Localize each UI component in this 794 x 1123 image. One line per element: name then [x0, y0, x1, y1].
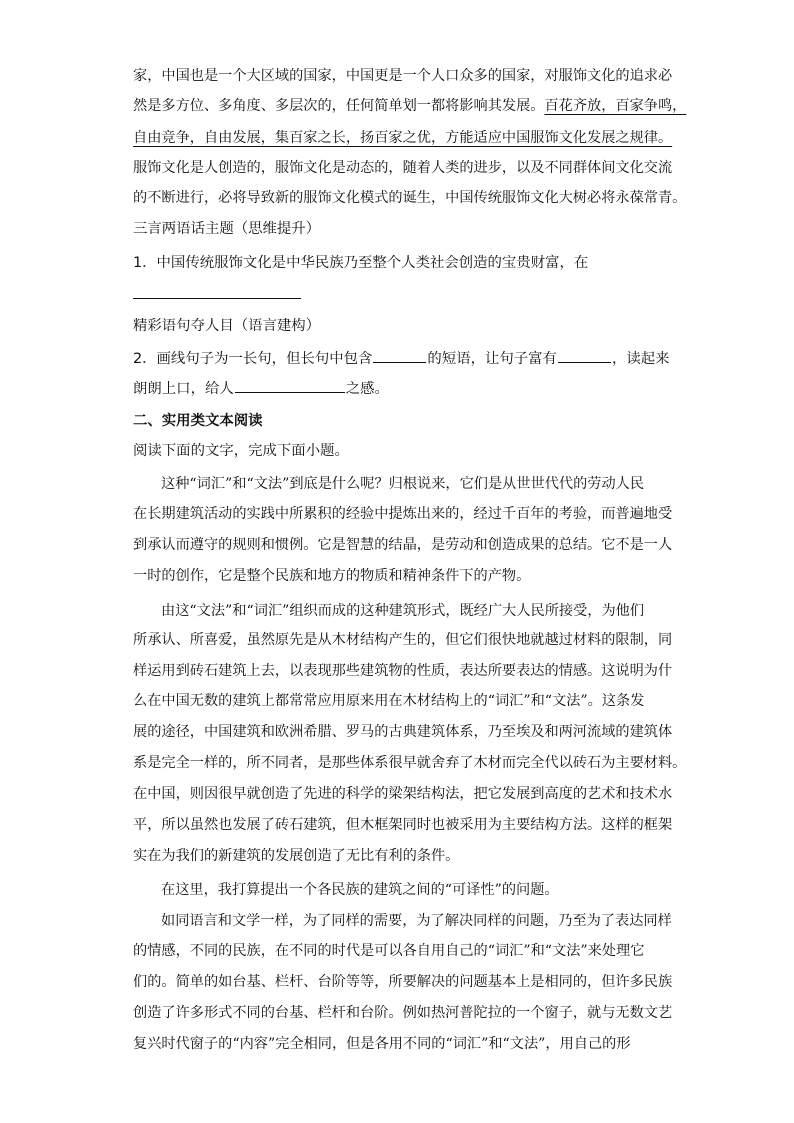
section-heading-theme: 三言两语话主题（思维提升） [133, 221, 321, 237]
question-2-text-c: ，读起来 [611, 351, 670, 367]
blank-1[interactable] [373, 346, 426, 363]
answer-line-q1[interactable] [133, 298, 301, 299]
question-2-line-2 [133, 375, 663, 403]
passage1-line-2 [133, 92, 687, 120]
passage2-p2-line-4: 么在中国无数的建筑上都常常应用原来用在木材结构上的“词汇”和“文法”。这条发 [133, 693, 645, 709]
passage2-p2-line-8: 平，所以虽然也发展了砖石建筑，但木框架同时也被采用为主要结构方法。这样的框架 [133, 817, 673, 833]
passage2-p2-line-9: 实在为我们的新建筑的发展创造了无比有利的条件。 [133, 848, 460, 864]
passage2-p1-line-4: 一时的创作，它是整个民族和地方的物质和精神条件下的产物。 [133, 568, 531, 584]
underlined-sentence-part-1: 百花齐放，百家争鸣， [544, 98, 687, 114]
passage2-p4-line-1: 如同语言和文学一样，为了同样的需要，为了解决同样的问题，乃至为了表达同样 [161, 913, 672, 929]
question-2-text-a: 2．画线句子为一长句，但长句中包含 [133, 351, 373, 367]
passage2-p4-line-5: 复兴时代窗子的“内容”完全相同，但是各用不同的“词汇”和“文法”，用自己的形 [133, 1036, 631, 1052]
blank-3[interactable] [235, 376, 345, 393]
passage2-p1-line-3: 到承认而遵守的规则和惯例。它是智慧的结晶，是劳动和创造成果的总结。它不是一人 [133, 537, 673, 553]
passage2-p4-line-2: 的情感，不同的民族，在不同的时代是可以各自用自己的“词汇”和“文法”来处理它 [133, 943, 645, 959]
reading-instruction: 阅读下面的文字，完成下面小题。 [133, 443, 349, 459]
passage2-p2-line-2: 所承认、所喜爱，虽然原先是从木材结构产生的，但它们很快地就越过材料的限制，同 [133, 632, 673, 648]
passage2-p2-line-5: 展的途径，中国建筑和欧洲希腊、罗马的古典建筑体系，乃至埃及和两河流域的建筑体 [133, 724, 673, 740]
passage2-p2-line-1: 由这“文法”和“词汇”组织而成的这种建筑形式，既经广大人民所接受，为他们 [161, 603, 645, 619]
passage2-p3: 在这里，我打算提出一个各民族的建筑之间的“可译性”的问题。 [161, 882, 559, 898]
section-heading-language: 精彩语句夺人目（语言建构） [133, 318, 321, 334]
underlined-sentence-part-2: 自由竞争，自由发展，集百家之长，扬百家之优，方能适应中国服饰文化发展之规律。 [133, 130, 673, 146]
section-heading-practical-reading: 二、实用类文本阅读 [133, 413, 263, 429]
passage1-line-2-plain: 然是多方位、多角度、多层次的，任何简单划一都将影响其发展。 [133, 98, 545, 114]
passage2-p4-line-3: 们的。简单的如台基、栏杆、台阶等等，所要解决的问题基本上是相同的，但许多民族 [133, 974, 673, 990]
passage2-p1-line-1: 这种“词汇”和“文法”到底是什么呢？归根说来，它们是从世世代代的劳动人民 [161, 476, 645, 492]
passage2-p2-line-7: 在中国，则因很早就创造了先进的科学的梁架结构法，把它发展到高度的艺术和技术水 [133, 786, 673, 802]
question-2-text-e: 之感。 [345, 381, 389, 397]
passage2-p2-line-3: 样运用到砖石建筑上去，以表现那些建筑物的性质，表达所要表达的情感。这说明为什 [133, 663, 673, 679]
question-2-text-d: 朗朗上口，给人 [133, 381, 234, 397]
blank-2[interactable] [558, 346, 611, 363]
passage2-p1-line-2: 在长期建筑活动的实践中所累积的经验中提炼出来的，经过千百年的考验，而普遍地受 [133, 506, 673, 522]
question-2-text-b: 的短语，让句子富有 [427, 351, 557, 367]
passage1-line-4: 服饰文化是人创造的，服饰文化是动态的，随着人类的进步，以及不同群体间文化交流 [133, 160, 673, 176]
passage1-line-3 [133, 124, 673, 152]
question-1: 1．中国传统服饰文化是中华民族乃至整个人类社会创造的宝贵财富，在 [133, 255, 589, 271]
passage1-line-1: 家，中国也是一个大区域的国家，中国更是一个人口众多的国家，对服饰文化的追求必 [133, 68, 673, 84]
passage2-p2-line-6: 系是完全一样的，所不同者，是那些体系很早就舍弃了木材而完全代以砖石为主要材料。 [133, 755, 687, 771]
passage2-p4-line-4: 创造了许多形式不同的台基、栏杆和台阶。例如热河普陀拉的一个窗子，就与无数文艺 [133, 1005, 673, 1021]
question-2-line-1 [133, 345, 670, 373]
passage1-line-5: 的不断进行，必将导致新的服饰文化模式的诞生，中国传统服饰文化大树必将永葆常青。 [133, 190, 687, 206]
